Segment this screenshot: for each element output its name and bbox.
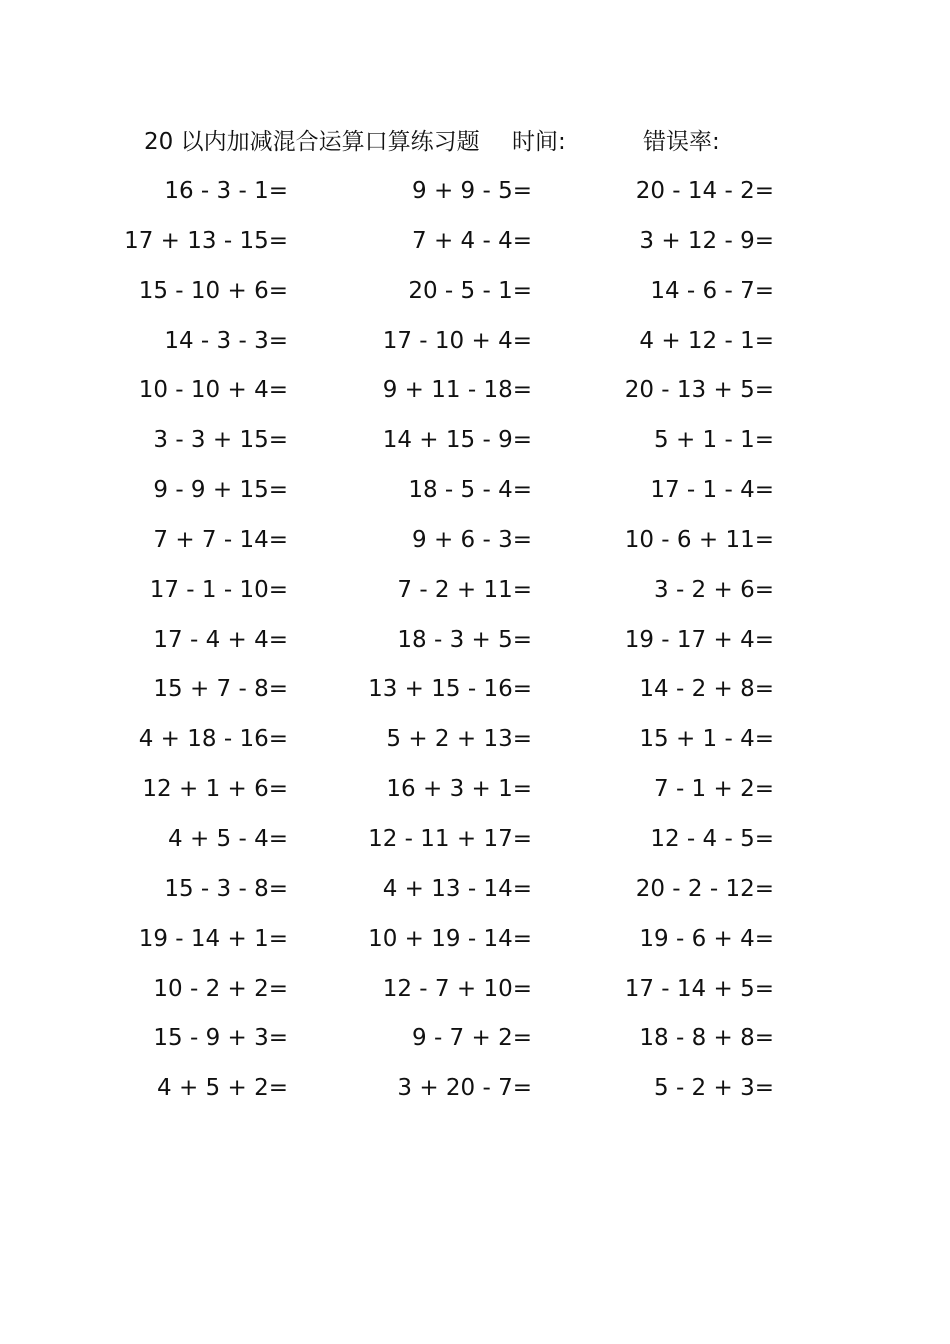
problem-grid <box>0 171 950 1118</box>
arithmetic-problem: 9 + 9 - 5= <box>412 178 532 204</box>
arithmetic-problem: 19 - 14 + 1= <box>138 925 288 952</box>
arithmetic-problem: 18 - 3 + 5= <box>397 626 532 653</box>
worksheet-header <box>0 124 950 160</box>
arithmetic-problem: 9 + 11 - 18= <box>382 377 532 404</box>
arithmetic-problem: 12 - 4 - 5= <box>650 825 774 852</box>
arithmetic-problem: 17 - 1 - 4= <box>650 477 774 504</box>
arithmetic-problem: 14 + 15 - 9= <box>382 427 532 454</box>
arithmetic-problem: 9 - 9 + 15= <box>153 477 288 504</box>
arithmetic-problem: 3 + 20 - 7= <box>397 1075 532 1102</box>
arithmetic-problem: 17 - 4 + 4= <box>153 626 288 653</box>
arithmetic-problem: 4 + 5 + 2= <box>157 1075 288 1102</box>
problem-row <box>0 221 950 271</box>
problem-row <box>0 520 950 570</box>
problem-row <box>0 370 950 420</box>
arithmetic-problem: 15 - 9 + 3= <box>153 1025 288 1052</box>
arithmetic-problem: 9 - 7 + 2= <box>412 1025 532 1052</box>
arithmetic-problem: 14 - 3 - 3= <box>164 327 288 354</box>
arithmetic-problem: 20 - 2 - 12= <box>635 875 774 902</box>
problem-row <box>0 769 950 819</box>
problem-row <box>0 719 950 769</box>
arithmetic-problem: 4 + 18 - 16= <box>138 726 288 753</box>
problem-row <box>0 321 950 371</box>
problem-row <box>0 271 950 321</box>
arithmetic-problem: 12 - 7 + 10= <box>382 975 532 1002</box>
arithmetic-problem: 16 - 3 - 1= <box>164 178 288 204</box>
arithmetic-problem: 20 - 5 - 1= <box>408 277 532 304</box>
arithmetic-problem: 5 + 1 - 1= <box>654 427 774 454</box>
arithmetic-problem: 3 - 3 + 15= <box>153 427 288 454</box>
arithmetic-problem: 20 - 14 - 2= <box>635 178 774 204</box>
arithmetic-problem: 14 - 2 + 8= <box>639 676 774 703</box>
arithmetic-problem: 7 - 1 + 2= <box>654 776 774 803</box>
arithmetic-problem: 14 - 6 - 7= <box>650 277 774 304</box>
arithmetic-problem: 13 + 15 - 16= <box>368 676 532 703</box>
arithmetic-problem: 4 + 5 - 4= <box>168 825 288 852</box>
problem-row <box>0 869 950 919</box>
arithmetic-problem: 3 + 12 - 9= <box>639 227 774 254</box>
arithmetic-problem: 18 - 5 - 4= <box>408 477 532 504</box>
arithmetic-problem: 19 - 6 + 4= <box>639 925 774 952</box>
arithmetic-problem: 4 + 12 - 1= <box>639 327 774 354</box>
arithmetic-problem: 17 + 13 - 15= <box>124 227 288 254</box>
arithmetic-problem: 15 + 1 - 4= <box>639 726 774 753</box>
arithmetic-problem: 10 + 19 - 14= <box>368 925 532 952</box>
arithmetic-problem: 19 - 17 + 4= <box>624 626 774 653</box>
problem-row <box>0 620 950 670</box>
problem-row <box>0 570 950 620</box>
arithmetic-problem: 17 - 10 + 4= <box>382 327 532 354</box>
arithmetic-problem: 17 - 1 - 10= <box>149 576 288 603</box>
arithmetic-problem: 15 + 7 - 8= <box>153 676 288 703</box>
problem-row <box>0 969 950 1019</box>
time-label: 时间: <box>512 129 566 155</box>
problem-row <box>0 420 950 470</box>
arithmetic-problem: 17 - 14 + 5= <box>624 975 774 1002</box>
arithmetic-problem: 18 - 8 + 8= <box>639 1025 774 1052</box>
error-rate-label: 错误率: <box>643 129 720 155</box>
arithmetic-problem: 15 - 3 - 8= <box>164 875 288 902</box>
arithmetic-problem: 12 - 11 + 17= <box>368 825 532 852</box>
arithmetic-problem: 10 - 6 + 11= <box>624 526 774 553</box>
arithmetic-problem: 5 + 2 + 13= <box>386 726 532 753</box>
arithmetic-problem: 12 + 1 + 6= <box>142 776 288 803</box>
problem-row <box>0 1068 950 1118</box>
arithmetic-problem: 15 - 10 + 6= <box>138 277 288 304</box>
problem-row <box>0 669 950 719</box>
problem-row <box>0 171 950 221</box>
arithmetic-problem: 10 - 10 + 4= <box>138 377 288 404</box>
arithmetic-problem: 7 + 7 - 14= <box>153 526 288 553</box>
arithmetic-problem: 20 - 13 + 5= <box>624 377 774 404</box>
arithmetic-problem: 7 + 4 - 4= <box>412 227 532 254</box>
arithmetic-problem: 9 + 6 - 3= <box>412 526 532 553</box>
arithmetic-problem: 5 - 2 + 3= <box>654 1075 774 1102</box>
problem-row <box>0 919 950 969</box>
arithmetic-problem: 4 + 13 - 14= <box>382 875 532 902</box>
arithmetic-problem: 3 - 2 + 6= <box>654 576 774 603</box>
arithmetic-problem: 16 + 3 + 1= <box>386 776 532 803</box>
arithmetic-problem: 10 - 2 + 2= <box>153 975 288 1002</box>
problem-row <box>0 470 950 520</box>
arithmetic-problem: 7 - 2 + 11= <box>397 576 532 603</box>
problem-row <box>0 1018 950 1068</box>
worksheet-title: 20 以内加减混合运算口算练习题 <box>144 129 480 155</box>
problem-row <box>0 819 950 869</box>
